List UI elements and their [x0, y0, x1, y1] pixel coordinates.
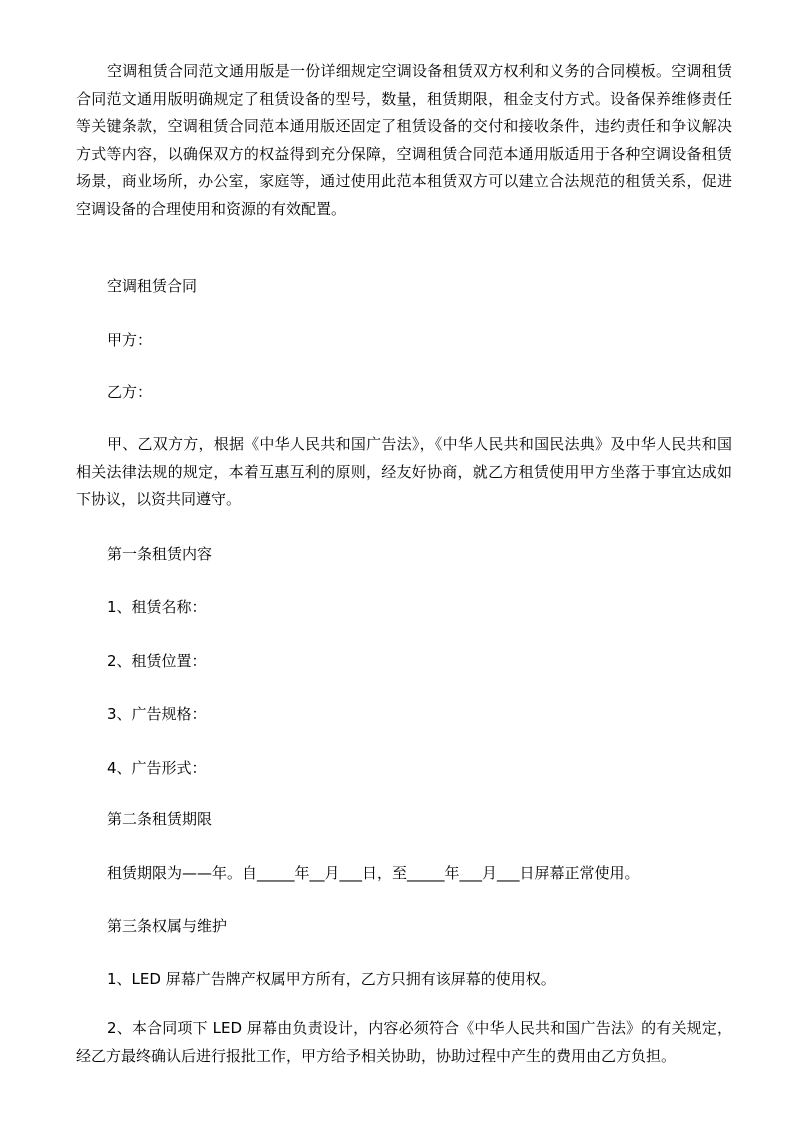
party-b-label: 乙方：: [107, 383, 153, 401]
article1-title: 第一条租赁内容: [107, 545, 213, 563]
article1-item-4: 4、广告形式：: [107, 759, 207, 777]
article3-item-1: 1、LED 屏幕广告牌产权属甲方所有，乙方只拥有该屏幕的使用权。: [107, 970, 556, 988]
article2-title: 第二条租赁期限: [107, 810, 213, 828]
article1-item-1: 1、租赁名称：: [107, 598, 207, 616]
article3-item-2: 2、本合同项下 LED 屏幕由负责设计，内容必须符合《中华人民共和国广告法》的有关规定，经乙方最终确认后进行报批工作，甲方给予相关协助，协助过程中产生的费用由乙方负担。: [76, 1019, 732, 1065]
article3-title: 第三条权属与维护: [107, 917, 228, 935]
article1-item-2: 2、租赁位置：: [107, 652, 207, 670]
intro-paragraph: 空调租赁合同范文通用版是一份详细规定空调设备租赁双方权利和义务的合同模板。空调租赁合同范文通用版明确规定了租赁设备的型号，数量，租赁期限，租金支付方式。设备保养维修责任等关键条款，空调租赁合同范本通用版还固定了租赁设备的交付和接收条件，违约责任和争议解决方式等内容，以确保双方的权益得到充分保障，空调租赁合同范本通用版适用于各种空调设备租赁场景，商业场所，办公室，家庭等，通过使用此范本租赁双方可以建立合法规范的租赁关系，促进空调设备的合理使用和资源的有效配置。: [76, 62, 732, 218]
contract-title: 空调租赁合同: [107, 277, 198, 295]
preamble-paragraph: 甲、乙双方方，根据《中华人民共和国广告法》，《中华人民共和国民法典》及中华人民共和国相关法律法规的规定，本着互惠互利的原则，经友好协商，就乙方租赁使用甲方坐落于事宜达成如下协议，以资共同遵守。: [76, 435, 732, 508]
article1-item-3: 3、广告规格：: [107, 705, 207, 723]
article2-text: 租赁期限为——年。自_____年__月___日，至_____年___月___日屏幕正常使用。: [107, 864, 640, 882]
party-a-label: 甲方：: [107, 331, 153, 349]
